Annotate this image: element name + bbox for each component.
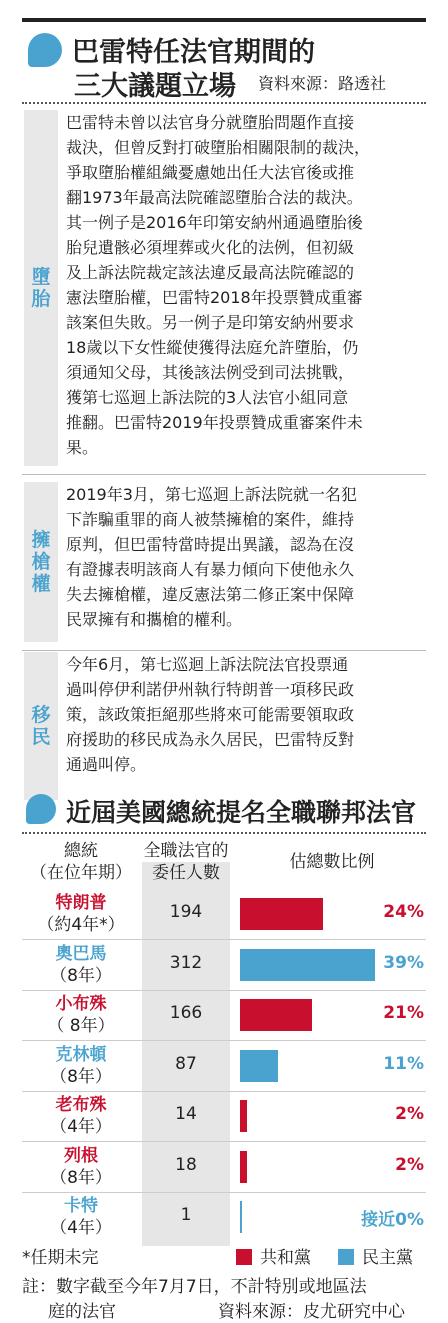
section-text-line: 獲第七巡迴上訴法院的3人法官小組同意 — [66, 388, 349, 407]
president-name: 卡特 — [64, 1196, 98, 1216]
judge-count: 14 — [175, 1104, 197, 1124]
section-body — [66, 110, 426, 460]
share-label: 21% — [383, 1003, 424, 1023]
president-name: 列根 — [64, 1145, 98, 1166]
section-text-line: 裁決，但曾反對打破墮胎相關限制的裁決， — [66, 138, 371, 157]
section-text-line: 該案但失敗。另一例子是印第安納州要求 — [66, 313, 355, 332]
issue-section — [22, 652, 426, 800]
top-rule — [22, 18, 426, 22]
issue-section — [22, 482, 426, 642]
section-tag — [24, 482, 58, 642]
share-label: 39% — [383, 952, 424, 973]
chart-row — [22, 989, 426, 1041]
share-bar — [240, 1151, 247, 1183]
chart-row — [22, 888, 426, 940]
col-header-share: 估總數比例 — [289, 852, 375, 872]
chart-title: 近屆美國總統提名全職聯邦法官 — [66, 798, 417, 827]
president-name: 克林頓 — [55, 1044, 107, 1065]
section-text-line: 憲法墮胎權，巴雷特2018年投票贊成重審 — [66, 288, 363, 307]
section-body — [66, 652, 426, 777]
section-text-line: 推翻。巴雷特2019年投票贊成重審案件未 — [66, 413, 363, 432]
share-bar — [240, 949, 375, 981]
section-tag-char: 胎 — [31, 288, 51, 310]
col-header-president: 總統 （在位年期） — [30, 841, 132, 883]
section-text-line: 其一例子是2016年印第安納州通過墮胎後 — [66, 213, 363, 232]
share-bar — [240, 1100, 247, 1132]
legend-republican: 共和黨 — [236, 1243, 311, 1268]
share-bar — [240, 1050, 278, 1082]
note-line1: 註：數字截至今年7月7日，不計特別或地區法 — [22, 1277, 367, 1297]
section-text-line: 及上訴法院裁定該法違反最高法院確認的 — [66, 263, 355, 282]
judge-count: 166 — [169, 1003, 203, 1023]
president-name: 小布殊 — [55, 994, 107, 1014]
section-text-line: 翻1973年最高法院確認墮胎合法的裁決。 — [66, 188, 363, 207]
chart-row — [22, 1141, 426, 1193]
issue-section — [22, 110, 426, 466]
president-term: （8年） — [50, 1167, 112, 1188]
note-line2: 庭的法官 — [48, 1302, 116, 1322]
section-tag-char: 權 — [31, 573, 51, 595]
share-label: 24% — [383, 902, 424, 922]
section-text-line: 須通知父母，其後該法例受到司法挑戰， — [66, 363, 355, 382]
president-term: （4年） — [50, 1117, 112, 1137]
share-label: 2% — [395, 1104, 424, 1124]
chart-title-divider — [22, 832, 426, 834]
section-tag-char: 移 — [31, 704, 51, 726]
president-name: 特朗普 — [55, 893, 107, 913]
section-text-line: 18歲以下女性縱使獲得法庭允許墮胎，仍 — [66, 338, 359, 357]
section-tag — [24, 652, 58, 800]
source-pew: 資料來源：皮尤研究中心 — [218, 1302, 405, 1322]
speech-bubble-icon — [26, 794, 56, 824]
share-bar — [240, 898, 323, 930]
footnote: *任期未完 — [22, 1248, 99, 1268]
page-title-line1: 巴雷特任法官期間的 — [72, 37, 315, 68]
democrat-swatch — [338, 1249, 354, 1265]
section-tag-char: 墮 — [31, 266, 51, 288]
section-text-line: 民眾擁有和攜槍的權利。 — [66, 610, 243, 629]
page-title-line2: 三大議題立場 — [74, 71, 236, 102]
section-tag-char: 民 — [31, 726, 51, 748]
judge-count: 87 — [175, 1053, 197, 1074]
legend-democrat: 民主黨 — [338, 1243, 413, 1268]
president-term: （8年） — [50, 1066, 112, 1087]
section-tag — [24, 110, 58, 466]
president-term: （約4年*） — [37, 915, 125, 935]
section-text-line: 通過叫停。 — [66, 755, 147, 774]
chart-row — [22, 939, 426, 991]
president-name: 奧巴馬 — [55, 943, 107, 964]
section-divider — [22, 474, 426, 475]
share-label: 2% — [395, 1154, 424, 1175]
section-text-line: 策，該政策拒絕那些將來可能需要領取政 — [66, 705, 355, 724]
section-text-line: 原判，但巴雷特當時提出異議，認為在沒 — [66, 535, 355, 554]
share-bar — [240, 999, 312, 1031]
section-tag-char: 槍 — [31, 551, 51, 573]
section-divider — [22, 650, 426, 651]
judge-count: 1 — [180, 1205, 192, 1225]
section-text-line: 今年6月，第七巡迴上訴法院法官投票通 — [66, 655, 349, 674]
section-text-line: 有證據表明該商人有暴力傾向下使他永久 — [66, 560, 355, 579]
chart-row — [22, 1040, 426, 1092]
section-text-line: 過叫停伊利諾伊州執行特朗普一項移民政 — [66, 680, 355, 699]
president-name: 老布殊 — [55, 1095, 107, 1115]
section-body — [66, 482, 426, 632]
president-term: （ 8年） — [47, 1016, 115, 1036]
section-text-line: 胎兒遺骸必須埋葬或火化的法例，但初級 — [66, 238, 355, 257]
speech-bubble-icon — [28, 33, 62, 67]
section-text-line: 爭取墮胎權組織憂慮她出任大法官後或推 — [66, 163, 355, 182]
president-term: （4年） — [50, 1218, 112, 1238]
chart-row — [22, 1191, 426, 1243]
judge-count: 194 — [169, 902, 203, 922]
section-tag-char: 擁 — [31, 529, 51, 551]
col-header-count: 全職法官的 委任人數 — [143, 841, 229, 883]
share-label: 接近0% — [361, 1210, 424, 1230]
section-text-line: 巴雷特未曾以法官身分就墮胎問題作直接 — [66, 113, 355, 132]
section-text-line: 2019年3月，第七巡迴上訴法院就一名犯 — [66, 485, 357, 504]
judge-count: 312 — [169, 952, 203, 973]
share-bar — [240, 1201, 242, 1233]
section-text-line: 果。 — [66, 438, 99, 457]
judge-count: 18 — [175, 1154, 197, 1175]
section-text-line: 失去擁槍權，違反憲法第二修正案中保障 — [66, 585, 355, 604]
share-label: 11% — [383, 1053, 424, 1074]
republican-swatch — [236, 1249, 252, 1265]
title-divider — [22, 102, 426, 104]
section-text-line: 府援助的移民成為永久居民，巴雷特反對 — [66, 730, 355, 749]
source-reuters: 資料來源：路透社 — [258, 74, 387, 93]
president-term: （8年） — [50, 965, 112, 986]
chart-row — [22, 1090, 426, 1142]
section-text-line: 下詐騙重罪的商人被禁擁槍的案件，維持 — [66, 510, 355, 529]
